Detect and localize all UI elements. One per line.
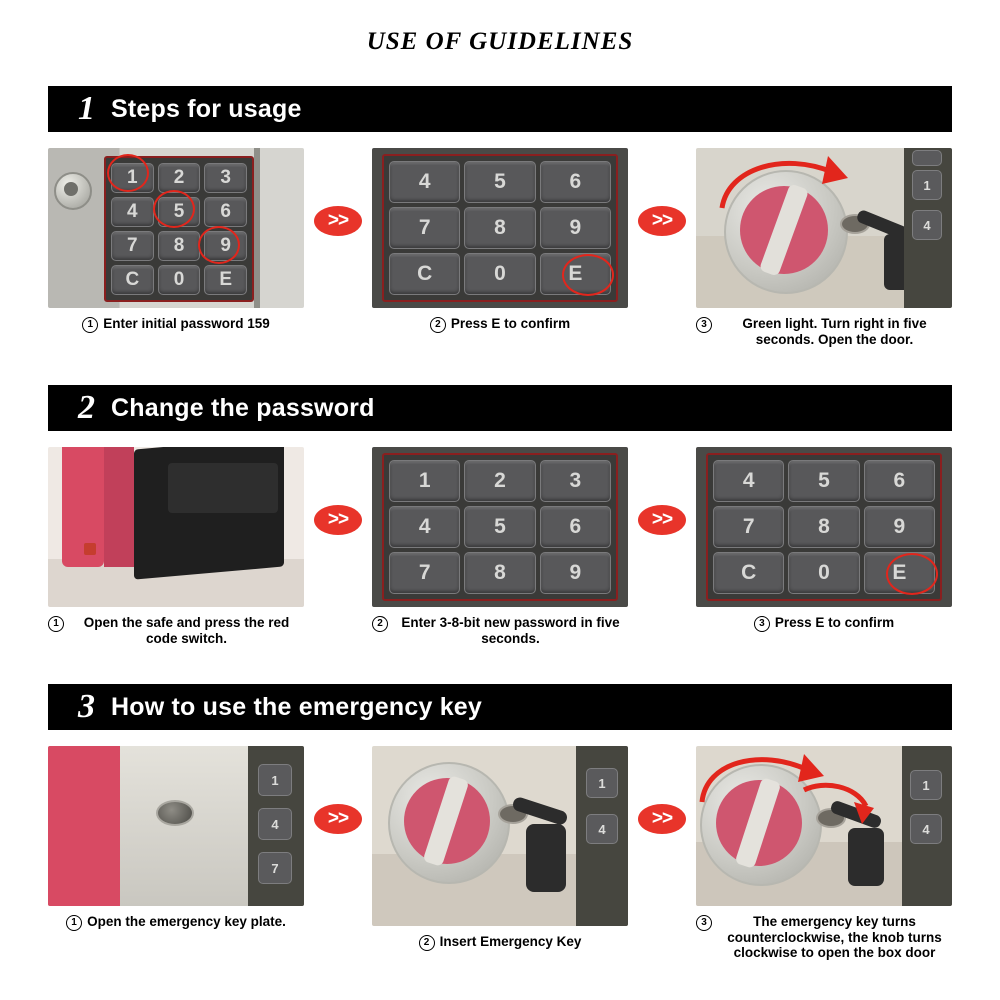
arrow-1-b: [634, 148, 690, 236]
key-3[interactable]: 3: [204, 163, 247, 193]
step-marker: 2: [430, 317, 446, 333]
side-key-4[interactable]: 4: [912, 210, 942, 240]
step-marker: 1: [66, 915, 82, 931]
steps-row-1: [48, 148, 952, 347]
key-c[interactable]: C: [111, 265, 154, 295]
key-5[interactable]: 5: [464, 161, 535, 203]
arrow-glyph: >>: [314, 804, 362, 834]
key-7[interactable]: 7: [111, 231, 154, 261]
caption-2-3: [754, 615, 894, 632]
figure-turn-emergency-key: [696, 746, 952, 906]
step-2-3: [696, 447, 952, 632]
side-key-1[interactable]: 1: [258, 764, 292, 796]
key-3[interactable]: 3: [540, 460, 611, 502]
key-6[interactable]: 6: [540, 161, 611, 203]
caption-2-2: [372, 615, 628, 646]
figure-keypad-press-e: [372, 148, 628, 308]
section-title-3: How to use the emergency key: [111, 692, 483, 721]
key-5[interactable]: 5: [464, 506, 535, 548]
key-6[interactable]: 6: [864, 460, 935, 502]
caption-1-2: [430, 316, 570, 333]
caption-text: Press E to confirm: [774, 615, 895, 631]
steps-row-2: [48, 447, 952, 646]
key-0[interactable]: 0: [788, 552, 859, 594]
section-number-2: 2: [78, 389, 95, 427]
arrow-3-b: [634, 746, 690, 834]
step-1-3: [696, 148, 952, 347]
step-1-1: [48, 148, 304, 333]
highlight-ring-key-e: [886, 553, 938, 595]
key-bow: [848, 828, 884, 886]
side-key-4[interactable]: 4: [258, 808, 292, 840]
key-c[interactable]: C: [389, 253, 460, 295]
key-0[interactable]: 0: [464, 253, 535, 295]
section-number-3: 3: [78, 688, 95, 726]
highlight-ring-key-1: [107, 154, 149, 192]
caption-3-1: [66, 914, 286, 931]
side-key-4[interactable]: 4: [910, 814, 942, 844]
key-8[interactable]: 8: [464, 207, 535, 249]
caption-1-3: [696, 316, 952, 347]
highlight-ring-key-5: [153, 190, 195, 228]
metal-face: [120, 746, 248, 906]
key-7[interactable]: 7: [713, 506, 784, 548]
section-title-2: Change the password: [111, 393, 375, 422]
arrow-1-a: [310, 148, 366, 236]
section-number-1: 1: [78, 90, 95, 127]
key-5[interactable]: 5: [788, 460, 859, 502]
panel-edge: [254, 148, 260, 308]
figure-turn-knob-right: [696, 148, 952, 308]
section-header-2: [48, 385, 952, 431]
key-9[interactable]: 9: [864, 506, 935, 548]
figure-keypad-initial-password: [48, 148, 304, 308]
key-e[interactable]: E: [540, 253, 611, 295]
step-1-2: [372, 148, 628, 333]
pink-panel: [48, 746, 120, 906]
arrow-glyph: >>: [638, 505, 686, 535]
side-key-top[interactable]: [912, 150, 942, 166]
red-switch-shadow: [104, 447, 134, 567]
arrow-glyph: >>: [638, 804, 686, 834]
arrow-3-a: [310, 746, 366, 834]
section-emergency-key: [48, 684, 952, 961]
caption-text: Press E to confirm: [450, 316, 571, 331]
page-title: USE OF GUIDELINES: [366, 28, 634, 55]
caption-text: Green light. Turn right in five seconds. Open the door.: [742, 316, 927, 347]
step-marker: 2: [372, 616, 388, 632]
dial-center: [64, 182, 78, 196]
key-8[interactable]: 8: [464, 552, 535, 594]
caption-text: Open the safe and press the red code switch.: [83, 615, 290, 646]
arrow-2-b: [634, 447, 690, 535]
key-plate-cover: [156, 800, 194, 826]
arrow-glyph: >>: [314, 206, 362, 236]
key-9[interactable]: 9: [540, 207, 611, 249]
side-key-1[interactable]: 1: [586, 768, 618, 798]
caption-text: Enter 3-8-bit new password in five seconds.: [401, 615, 620, 646]
key-4[interactable]: 4: [389, 161, 460, 203]
key-4[interactable]: 4: [111, 197, 154, 227]
key-bow: [526, 824, 566, 892]
figure-red-code-switch: [48, 447, 304, 607]
figure-keypad-new-password: [372, 447, 628, 607]
key-8[interactable]: 8: [158, 231, 201, 261]
key-8[interactable]: 8: [788, 506, 859, 548]
side-key-4[interactable]: 4: [586, 814, 618, 844]
key-6[interactable]: 6: [540, 506, 611, 548]
caption-text: Enter initial password 159: [103, 316, 270, 331]
step-marker: 3: [754, 616, 770, 632]
step-3-2: [372, 746, 628, 951]
keypad[interactable]: [382, 453, 618, 601]
step-2-2: [372, 447, 628, 646]
caption-text: Open the emergency key plate.: [87, 914, 286, 930]
section-header-3: [48, 684, 952, 730]
highlight-ring-key-9: [198, 226, 240, 264]
key-c[interactable]: C: [713, 552, 784, 594]
key-1[interactable]: 1: [111, 163, 154, 193]
step-marker: 3: [696, 317, 712, 333]
key-7[interactable]: 7: [389, 207, 460, 249]
figure-insert-key: [372, 746, 628, 926]
key-1[interactable]: 1: [389, 460, 460, 502]
arrow-2-a: [310, 447, 366, 535]
caption-1-1: [82, 316, 270, 333]
step-marker: 3: [696, 915, 712, 931]
key-9[interactable]: 9: [204, 231, 247, 261]
step-marker: 1: [82, 317, 98, 333]
key-4[interactable]: 4: [389, 506, 460, 548]
figure-keypad-press-e-2: [696, 447, 952, 607]
section-header-1: [48, 86, 952, 132]
steps-row-3: [48, 746, 952, 961]
side-key-7[interactable]: 7: [258, 852, 292, 884]
side-key-1[interactable]: 1: [910, 770, 942, 800]
switch-tip: [84, 543, 96, 555]
caption-text: The emergency key turns counterclockwise, the knob turns clockwise to open the box door: [727, 914, 942, 961]
key-4[interactable]: 4: [713, 460, 784, 502]
arrow-glyph: >>: [638, 206, 686, 236]
section-title-1: Steps for usage: [111, 94, 302, 123]
caption-3-2: [419, 934, 582, 951]
step-marker: 1: [48, 616, 64, 632]
key-5[interactable]: 5: [158, 197, 201, 227]
step-marker: 2: [419, 935, 435, 951]
section-change-the-password: [48, 385, 952, 646]
section-steps-for-usage: [48, 86, 952, 347]
highlight-ring-key-e: [562, 254, 614, 296]
caption-2-1: [48, 615, 304, 646]
caption-3-3: [696, 914, 952, 961]
key-9[interactable]: 9: [540, 552, 611, 594]
housing-highlight: [168, 463, 278, 513]
key-e[interactable]: E: [204, 265, 247, 295]
key-2[interactable]: 2: [158, 163, 201, 193]
key-0[interactable]: 0: [158, 265, 201, 295]
arrow-glyph: >>: [314, 505, 362, 535]
key-e[interactable]: E: [864, 552, 935, 594]
step-2-1: [48, 447, 304, 646]
key-6[interactable]: 6: [204, 197, 247, 227]
key-2[interactable]: 2: [464, 460, 535, 502]
figure-open-key-plate: [48, 746, 304, 906]
step-3-3: [696, 746, 952, 961]
side-key-1[interactable]: 1: [912, 170, 942, 200]
caption-text: Insert Emergency Key: [439, 934, 582, 950]
key-7[interactable]: 7: [389, 552, 460, 594]
step-3-1: [48, 746, 304, 931]
red-switch[interactable]: [62, 447, 104, 567]
